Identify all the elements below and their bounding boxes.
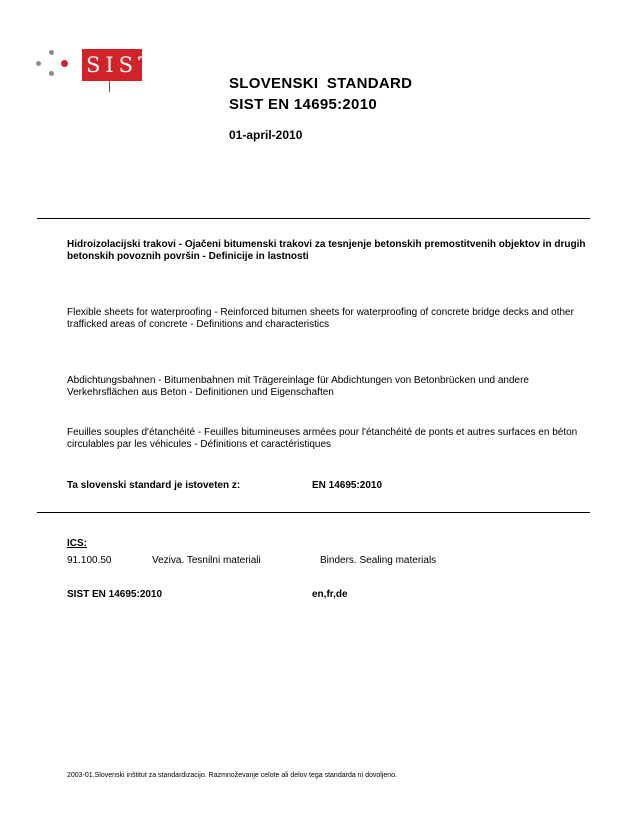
- ics-code: 91.100.50: [67, 555, 112, 566]
- languages: en,fr,de: [312, 589, 348, 600]
- logo-text: SIST: [82, 49, 142, 81]
- logo-dot-icon: [36, 61, 41, 66]
- logo-dot-icon: [49, 50, 54, 55]
- title-french: Feuilles souples d'étanchéité - Feuilles bitumineuses armées pour l'étanchéité de ponts et autres surfaces en béton circulables par les véhicules - Définitions et caractéristiques: [67, 427, 578, 450]
- logo-divider: [109, 81, 110, 92]
- title-slovenian: Hidroizolacijski trakovi - Ojačeni bitumenski trakovi za tesnjenje betonskih premostitvenih objektov in drugih betonskih povoznih površin - Definicije in lastnosti: [67, 239, 586, 262]
- standard-heading: SLOVENSKI STANDARD: [229, 75, 413, 92]
- title-english: Flexible sheets for waterproofing - Reinforced bitumen sheets for waterproofing of concrete bridge decks and other trafficked areas of concrete - Definitions and characteristics: [67, 307, 574, 330]
- copyright-footer: 2003-01.Slovenski inštitut za standardizacijo. Razmnoževanje celote ali delov tega standarda ni dovoljeno.: [67, 772, 397, 779]
- publication-date: 01-april-2010: [229, 128, 303, 142]
- standard-reference: SIST EN 14695:2010: [67, 589, 163, 600]
- top-divider: [37, 218, 590, 219]
- logo-dot-icon: [49, 71, 54, 76]
- logo-dot-icon: [61, 60, 68, 67]
- standard-number: SIST EN 14695:2010: [229, 96, 377, 113]
- sist-logo: [36, 49, 166, 93]
- middle-divider: [37, 512, 590, 513]
- identical-value: EN 14695:2010: [312, 480, 383, 491]
- title-german: Abdichtungsbahnen - Bitumenbahnen mit Trägereinlage für Abdichtungen von Betonbrücken und andere Verkehrsflächen aus Beton - Definitionen und Eigenschaften: [67, 375, 529, 398]
- ics-label: ICS:: [67, 538, 87, 549]
- ics-description-en: Binders. Sealing materials: [320, 555, 437, 566]
- identical-label: Ta slovenski standard je istoveten z:: [67, 480, 241, 491]
- ics-description-sl: Veziva. Tesnilni materiali: [152, 555, 261, 566]
